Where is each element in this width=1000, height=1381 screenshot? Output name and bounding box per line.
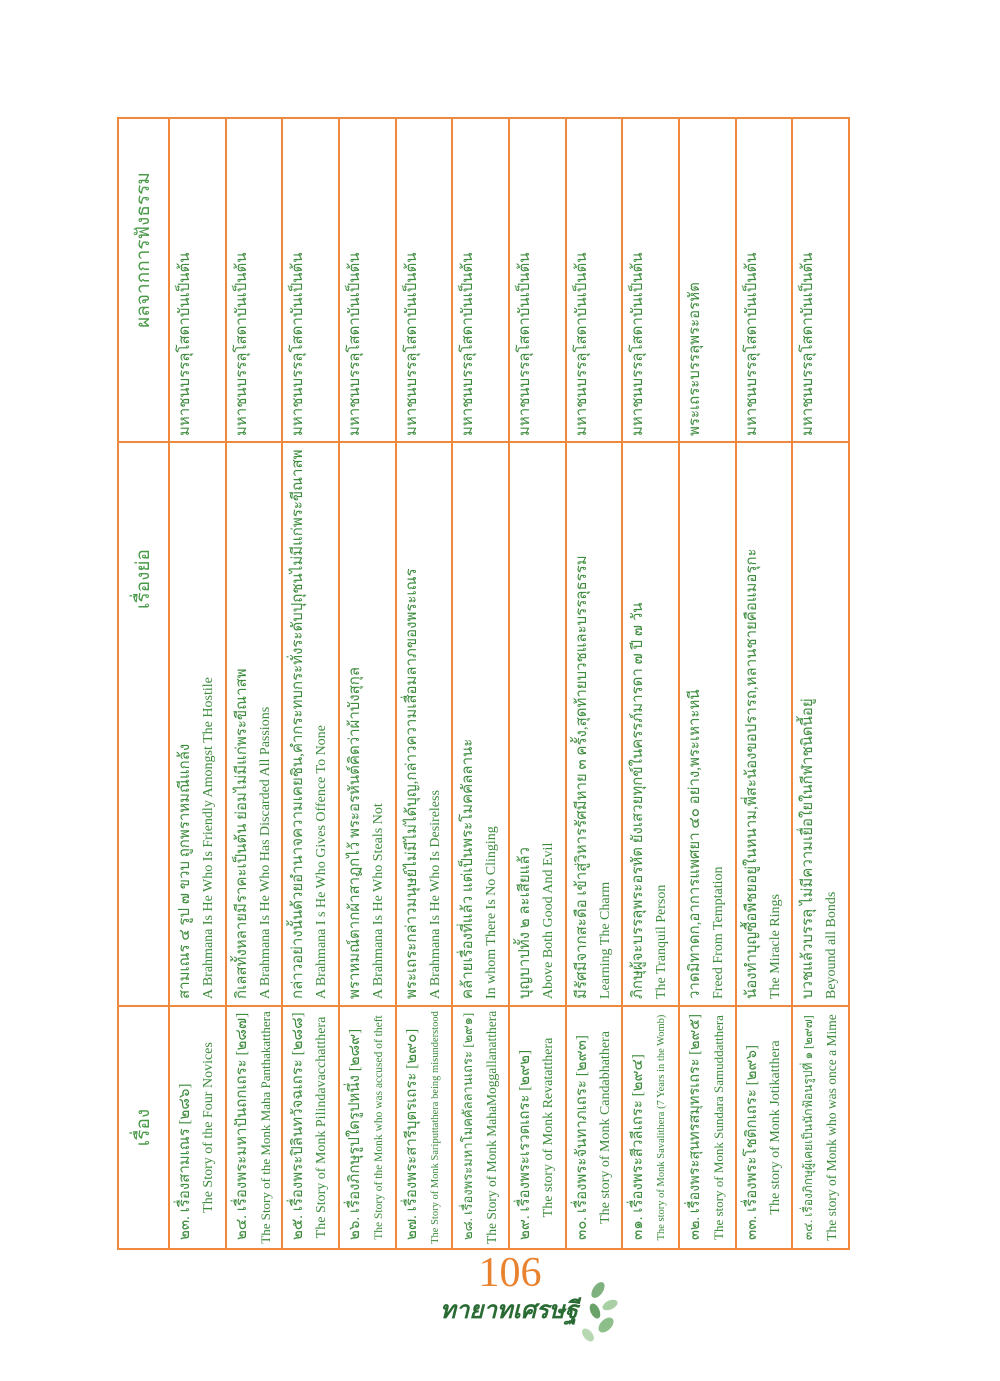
summary-english: Above Both Good And Evil	[540, 842, 556, 999]
summary-cell	[737, 443, 792, 1007]
page-number: 106	[478, 1250, 542, 1296]
summary-thai: มีรัศมีจากสะดือ เข้าสู่วิหารรัศมีหาย ๓ ครั้ง,สุดท้ายบวชและบรรลุธรรม	[573, 555, 590, 999]
story-title-english: The Story of Monk MahaMoggallanatthera	[484, 1010, 500, 1244]
summary-cell	[397, 443, 452, 1007]
story-cell	[567, 1007, 622, 1248]
summary-thai: น้องทำบุญซื้อพืชยอยู่ในหนาม,พี่สะน้องขอปรารถ,หลานชายคือแมอรุกะ	[743, 548, 760, 999]
summary-english: Learning The Charm	[597, 881, 613, 999]
summary-cell	[510, 443, 565, 1007]
summary-thai: พราหมณ์ตากผ้าสาฏกไว้ พระอรหันต์คิดว่าผ้าบังสุกุล	[346, 666, 363, 999]
summary-thai: ภิกษุผู้จะบรรลุพระอรหัต ยังเสวยทุกข์ในครรภ์มารดา ๗ ปี ๗ วัน	[630, 602, 647, 999]
story-cell	[397, 1007, 452, 1248]
summary-cell	[340, 443, 395, 1007]
summary-english: Freed From Temptation	[710, 866, 726, 999]
summary-english: The Miracle Rings	[767, 894, 783, 999]
table-row	[451, 119, 508, 1248]
story-title-english: The story of Monk Revatatthera	[540, 1037, 556, 1218]
story-title-thai: ๓๒. เรื่องพระสุนทรสมุทรเถระ [๒๙๕]	[686, 1014, 703, 1240]
summary-english: A Brahmana Is He Who Is Friendly Amongst The Hostile	[201, 677, 216, 999]
table-row	[791, 119, 848, 1248]
table-row	[338, 119, 395, 1248]
header-result: ผลจากการฟังธรรม	[119, 119, 168, 443]
story-title-thai: ๒๕. เรื่องพระปิลินทวัจฉเถระ [๒๘๘]	[290, 1012, 307, 1240]
result-text: มหาชนบรรลุโสดาบันเป็นต้น	[346, 252, 363, 436]
story-cell	[227, 1007, 282, 1248]
story-cell	[623, 1007, 678, 1248]
summary-thai: พระเถระกล่าวมนุษย์ไม่มีไม่ได้บุญ,กล่าวความเสื่อมลาภของพระเณร	[403, 568, 420, 999]
table-row	[621, 119, 678, 1248]
story-cell	[510, 1007, 565, 1248]
result-cell	[510, 119, 565, 443]
summary-english: The Tranquil Person	[654, 884, 670, 999]
result-cell	[227, 119, 282, 443]
summary-cell	[793, 443, 848, 1007]
story-title-english: The Story of the Monk Maha Panthakatthera	[257, 1011, 273, 1244]
publisher-logo-text: ทายาทเศรษฐี	[439, 1296, 578, 1324]
summary-thai: วาดมิทาดก,อาการแพศยา ๔๐ อย่าง,พระเหาะหนี	[686, 689, 703, 999]
summary-thai: สามเณร ๔ รูป ๗ ขวบ ถูกพราหมณีแกล้ง	[177, 743, 193, 999]
table-row	[508, 119, 565, 1248]
story-title-english: The Story of Monk Pilindavacchatthera	[314, 1016, 330, 1239]
summary-thai: บวชแล้วบรรลุ ไม่มีความเยื่อใยในกีฬาชนิดนี้อยู่	[800, 698, 817, 999]
summary-english: A Brahmana Is He Who Steals Not	[370, 803, 386, 999]
header-story: เรื่อง	[133, 1108, 154, 1147]
story-title-thai: ๒๗. เรื่องพระสารีบุตรเถระ [๒๙๐]	[403, 1028, 420, 1240]
story-title-thai: ๓๓. เรื่องพระโชติกเถระ [๒๙๖]	[743, 1044, 760, 1240]
story-title-english: The Story of the Monk who was accused of theft	[372, 1015, 385, 1240]
summary-cell	[453, 443, 508, 1007]
summary-cell	[170, 443, 225, 1007]
table-row	[735, 119, 792, 1248]
result-text: มหาชนบรรลุโสดาบันเป็นต้น	[177, 252, 193, 436]
result-cell	[283, 119, 338, 443]
result-text: มหาชนบรรลุโสดาบันเป็นต้น	[233, 252, 250, 436]
result-text: มหาชนบรรลุโสดาบันเป็นต้น	[290, 252, 307, 436]
summary-cell	[623, 443, 678, 1007]
story-title-thai: ๒๔. เรื่องพระมหาปันถกเถระ [๒๘๗]	[233, 1012, 250, 1240]
result-text: มหาชนบรรลุโสดาบันเป็นต้น	[800, 252, 817, 436]
story-title-english: The story of Monk Savalithera (7 Years in the Womb)	[656, 1014, 668, 1241]
summary-thai: กล่าวอย่างนั้นด้วยอำนาจความเคยชิน,คำกระทบกระทั่งระดับปุถุชนไม่มีแก่พระขีณาสพ	[290, 449, 307, 999]
table-row	[168, 119, 225, 1248]
summary-english: A Brahmana I s He Who Gives Offence To None	[314, 725, 330, 999]
result-cell	[397, 119, 452, 443]
dhamma-story-table	[117, 117, 850, 1250]
summary-cell	[227, 443, 282, 1007]
summary-english: Beyound all Bonds	[824, 891, 840, 999]
result-text: พระเถระบรรลุพระอรหัต	[686, 282, 703, 436]
story-cell	[340, 1007, 395, 1248]
story-title-english: The story of Monk who was once a Mime	[824, 1014, 840, 1241]
result-cell	[737, 119, 792, 443]
story-title-thai: ๒๘. เรื่องพระมหาโมคคัลลานเถระ [๒๙๑]	[460, 1012, 476, 1240]
table-header-row	[119, 119, 168, 1248]
result-text: มหาชนบรรลุโสดาบันเป็นต้น	[743, 252, 760, 436]
summary-cell	[567, 443, 622, 1007]
story-title-thai: ๓๑. เรื่องพระสีวลีเถระ [๒๙๔]	[630, 1054, 647, 1240]
story-cell	[170, 1007, 225, 1248]
summary-cell	[680, 443, 735, 1007]
table-row	[395, 119, 452, 1248]
story-title-english: The story of Monk Candabhathera	[597, 1031, 613, 1224]
story-cell	[283, 1007, 338, 1248]
summary-cell	[283, 443, 338, 1007]
story-cell	[737, 1007, 792, 1248]
table-row	[225, 119, 282, 1248]
result-cell	[453, 119, 508, 443]
story-title-english: The story of Monk Sundara Samuddatthera	[710, 1015, 726, 1240]
result-text: มหาชนบรรลุโสดาบันเป็นต้น	[460, 252, 477, 436]
story-title-thai: ๒๙. เรื่องพระเรวตเถระ [๒๙๒]	[516, 1049, 533, 1240]
summary-thai: คล้ายเรื่องที่แล้ว แต่เป็นพระโมคคัลลานะ	[460, 738, 477, 999]
result-text: มหาชนบรรลุโสดาบันเป็นต้น	[630, 252, 647, 436]
result-cell	[623, 119, 678, 443]
summary-english: A Brahmana Is He Who Is Desireless	[427, 790, 443, 999]
story-cell	[453, 1007, 508, 1248]
result-cell	[793, 119, 848, 443]
result-cell	[340, 119, 395, 443]
summary-english: In whom There Is No Clinging	[484, 826, 500, 999]
summary-thai: กิเลสทั้งหลายมีราคะเป็นต้น ย่อมไม่มีแก่พระขีณาสพ	[233, 668, 250, 999]
story-cell	[680, 1007, 735, 1248]
summary-thai: บุญบาปทั้ง ๒ ละเสียแล้ว	[516, 847, 533, 999]
header-summary: เรื่องย่อ	[119, 443, 168, 1007]
result-text: มหาชนบรรลุโสดาบันเป็นต้น	[403, 252, 420, 436]
table-row	[678, 119, 735, 1248]
leaf-decoration-icon	[574, 1280, 620, 1346]
story-title-english: The story of Monk Jotikatthera	[767, 1040, 783, 1215]
story-title-thai: ๓๔. เรื่องภิกษุผู้เคยเป็นนักฟ้อนรูปที่ ๑ [๒๙๗]	[801, 1015, 816, 1240]
story-title-thai: ๒๓. เรื่องสามเณร [๒๘๖]	[177, 1083, 193, 1240]
result-cell	[170, 119, 225, 443]
result-text: มหาชนบรรลุโสดาบันเป็นต้น	[573, 252, 590, 436]
story-title-thai: ๓๐. เรื่องพระจันทาภเถระ [๒๙๓]	[573, 1035, 590, 1240]
result-text: มหาชนบรรลุโสดาบันเป็นต้น	[516, 252, 533, 436]
result-cell	[680, 119, 735, 443]
table-row	[565, 119, 622, 1248]
result-cell	[567, 119, 622, 443]
story-title-english: The Story of Monk Sariputtathera being misunderstood	[429, 1011, 441, 1244]
story-title-english: The Story of the Four Novices	[201, 1042, 216, 1213]
story-title-thai: ๒๖. เรื่องภิกษุรูปใดรูปหนึ่ง [๒๘๙]	[346, 1028, 363, 1240]
summary-english: A Brahmana Is He Who Has Discarded All Passions	[257, 706, 273, 999]
story-cell	[793, 1007, 848, 1248]
table-row	[281, 119, 338, 1248]
